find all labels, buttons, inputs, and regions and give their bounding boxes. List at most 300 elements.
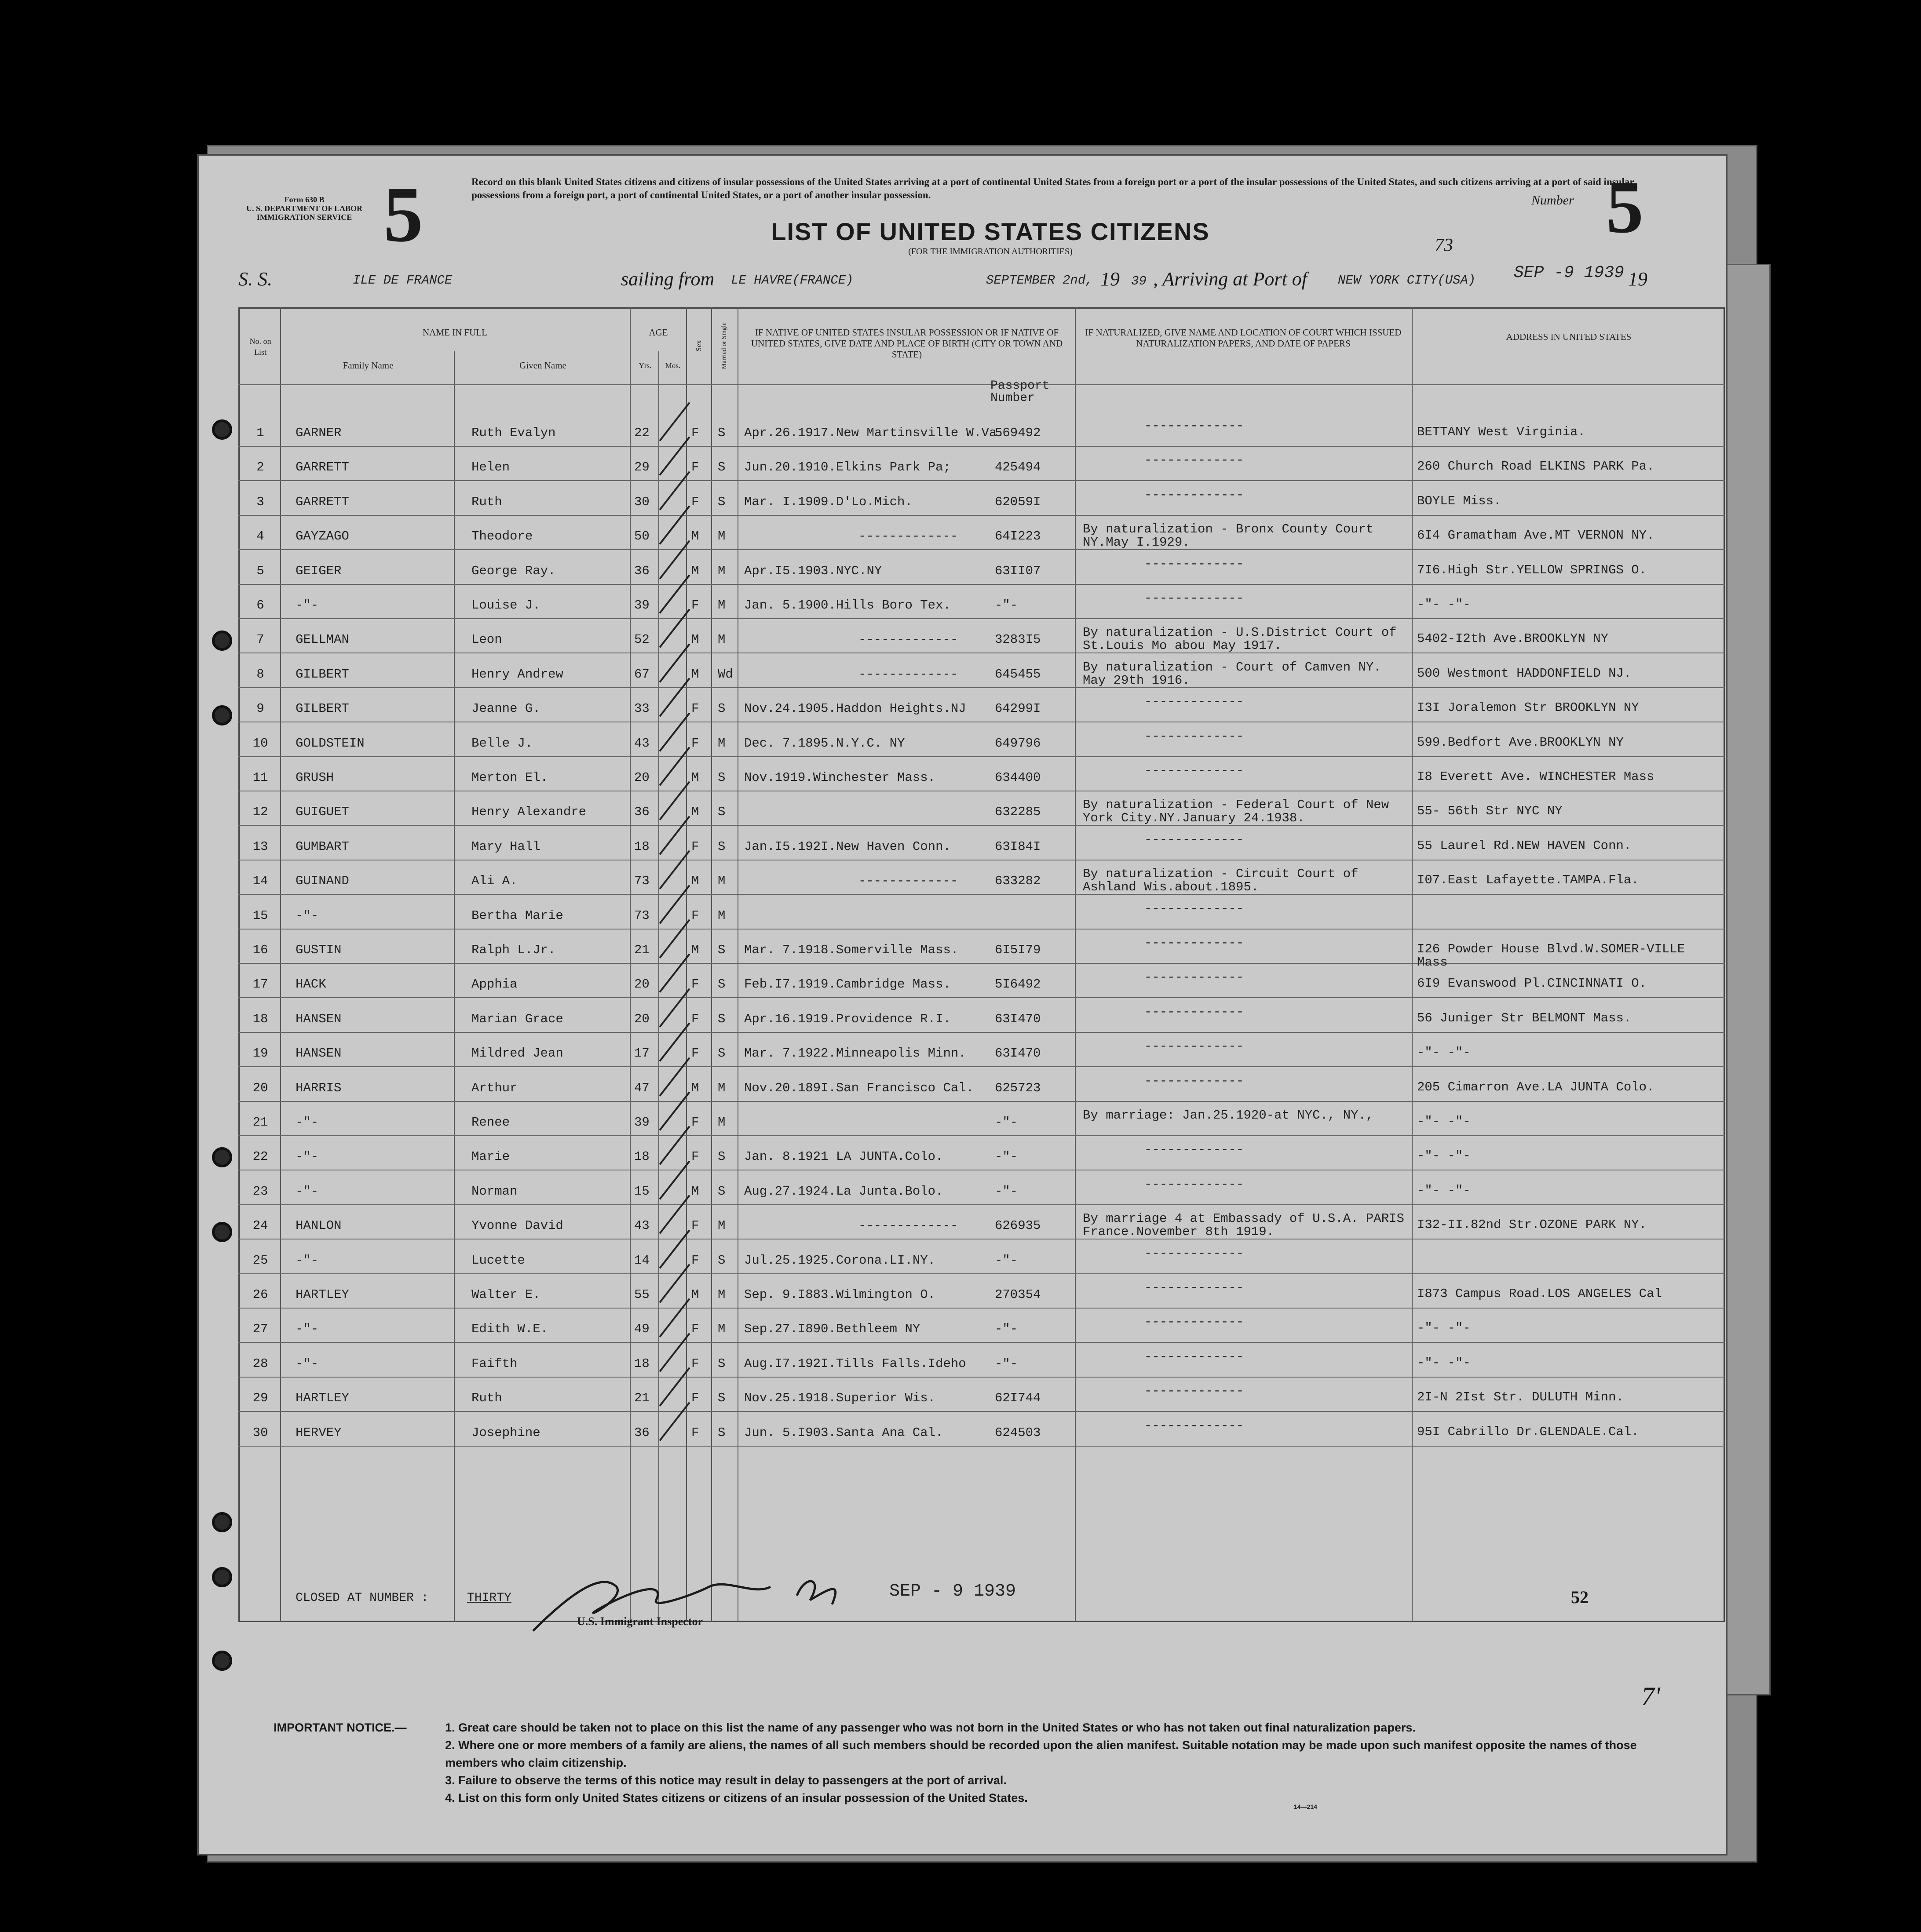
naturalization: ------------- <box>1144 901 1244 916</box>
sex: F <box>691 701 699 716</box>
family-name: GELLMAN <box>296 632 349 647</box>
punch-hole <box>212 1512 232 1532</box>
naturalization: ------------- <box>1144 419 1244 433</box>
naturalization: ------------- <box>1144 694 1244 709</box>
row-number: 10 <box>252 736 268 751</box>
table-row <box>238 1035 1725 1070</box>
marital-status: M <box>718 529 726 544</box>
family-name: GUMBART <box>296 839 349 854</box>
passport-number: 63I470 <box>995 1046 1041 1061</box>
naturalization: ------------- <box>1144 729 1244 744</box>
naturalization: ------------- <box>1144 556 1244 571</box>
family-name: HERVEY <box>296 1425 342 1440</box>
given-name: Ruth <box>471 494 502 509</box>
marital-status: S <box>718 1011 726 1026</box>
family-name: GILBERT <box>296 667 349 682</box>
given-name: Arthur <box>471 1080 518 1095</box>
row-rule <box>238 1446 1725 1447</box>
table-row <box>238 1001 1725 1035</box>
marital-status: M <box>718 1115 726 1130</box>
row-number: 26 <box>252 1287 268 1302</box>
arrival-port: NEW YORK CITY(USA) <box>1338 273 1476 288</box>
form-number: Form 630 B <box>284 195 325 204</box>
row-number: 20 <box>252 1080 268 1095</box>
given-name: Faifth <box>471 1356 518 1371</box>
family-name: GARNER <box>296 426 342 440</box>
sex: F <box>691 1253 699 1268</box>
age-years: 14 <box>634 1253 650 1268</box>
given-name: Leon <box>471 632 502 647</box>
birth-info: ------------- <box>858 667 958 682</box>
given-name: Edith W.E. <box>471 1322 548 1337</box>
age-years: 18 <box>634 1356 650 1371</box>
sex: M <box>691 874 699 889</box>
page-subtitle: (FOR THE IMMIGRATION AUTHORITIES) <box>908 247 1073 256</box>
us-address: 7I6.High Str.YELLOW SPRINGS O. <box>1417 562 1647 577</box>
number-value: 5 <box>1606 166 1643 248</box>
table-row <box>238 1208 1725 1242</box>
row-number: 11 <box>252 770 268 785</box>
given-name: Helen <box>471 460 510 475</box>
us-address: -"- -"- <box>1417 1355 1471 1370</box>
family-name: HACK <box>296 977 326 992</box>
given-name: Marie <box>471 1149 510 1164</box>
birth-info: Nov.1919.Winchester Mass. <box>744 770 936 785</box>
given-name: Ralph L.Jr. <box>471 943 556 957</box>
table-row <box>238 760 1725 794</box>
row-rule <box>238 929 1725 930</box>
sex: M <box>691 805 699 820</box>
given-name: Theodore <box>471 529 533 544</box>
age-years: 30 <box>634 494 650 509</box>
given-name: Yvonne David <box>471 1218 563 1233</box>
us-address: -"- -"- <box>1417 597 1471 612</box>
naturalization: ------------- <box>1144 487 1244 502</box>
notice-item: 3. Failure to observe the terms of this notice may result in delay to passengers at the port of arrival. <box>445 1774 1007 1787</box>
birth-info: ------------- <box>858 632 958 647</box>
age-years: 47 <box>634 1080 650 1095</box>
age-years: 43 <box>634 736 650 751</box>
us-address: I07.East Lafayette.TAMPA.Fla. <box>1417 873 1639 888</box>
us-address: -"- -"- <box>1417 1148 1471 1163</box>
sex: F <box>691 1322 699 1337</box>
naturalization: ------------- <box>1144 936 1244 950</box>
marital-status: S <box>718 805 726 820</box>
birth-info: Nov.25.1918.Superior Wis. <box>744 1391 936 1406</box>
passport-number: 63I470 <box>995 1011 1041 1026</box>
given-name: Ruth Evalyn <box>471 426 556 440</box>
passport-number: 5I6492 <box>995 977 1041 992</box>
sex: M <box>691 1080 699 1095</box>
row-number: 7 <box>256 632 264 647</box>
table-row <box>238 484 1725 518</box>
us-address: 56 Juniger Str BELMONT Mass. <box>1417 1010 1632 1025</box>
naturalization: By marriage 4 at Embassady of U.S.A. PARIS France.November 8th 1919. <box>1083 1211 1404 1239</box>
marital-status: M <box>718 1218 726 1233</box>
family-name: -"- <box>296 1253 319 1268</box>
given-name: Bertha Marie <box>471 908 563 923</box>
marital-status: S <box>718 1046 726 1061</box>
page-number: 52 <box>1571 1587 1589 1607</box>
birth-info: ------------- <box>858 1218 958 1233</box>
table-row <box>238 1174 1725 1208</box>
us-address: 55- 56th Str NYC NY <box>1417 804 1563 819</box>
us-address: 55 Laurel Rd.NEW HAVEN Conn. <box>1417 838 1632 853</box>
header-naturalized: IF NATURALIZED, GIVE NAME AND LOCATION OF COURT WHICH ISSUED NATURALIZATION PAPERS, AND DATE OF PAPERS <box>1085 327 1402 349</box>
naturalization: ------------- <box>1144 1280 1244 1295</box>
family-name: GARRETT <box>296 494 349 509</box>
us-address: BETTANY West Virginia. <box>1417 425 1585 439</box>
header-family-name: Family Name <box>343 360 394 371</box>
given-name: Jeanne G. <box>471 701 541 716</box>
birth-info: Apr.16.1919.Providence R.I. <box>744 1011 951 1026</box>
given-name: Norman <box>471 1184 518 1199</box>
table-row <box>238 1105 1725 1139</box>
row-rule <box>238 1273 1725 1274</box>
row-number: 21 <box>252 1115 268 1130</box>
marital-status: Wd <box>718 667 733 682</box>
passport-number: -"- <box>995 1149 1018 1164</box>
marital-status: S <box>718 839 726 854</box>
marital-status: M <box>718 908 726 923</box>
naturalization: ------------- <box>1144 1177 1244 1192</box>
naturalization: ------------- <box>1144 1004 1244 1019</box>
row-number: 2 <box>256 460 264 475</box>
notice-item: 2. Where one or more members of a family are aliens, the names of all such members should be recorded upon the alien manifest. Suitable notation may be made upon such manifest opposite the names of those members who claim citizenship. <box>445 1739 1637 1769</box>
age-years: 36 <box>634 1425 650 1440</box>
row-number: 9 <box>256 701 264 716</box>
family-name: HARTLEY <box>296 1287 349 1302</box>
header-address: ADDRESS IN UNITED STATES <box>1506 332 1632 342</box>
header-years: Yrs. <box>639 361 652 370</box>
age-years: 20 <box>634 977 650 992</box>
manifest-sheet <box>197 154 1727 1855</box>
header-bottom-rule <box>238 384 1725 385</box>
age-years: 73 <box>634 908 650 923</box>
row-rule <box>238 894 1725 895</box>
us-address: 95I Cabrillo Dr.GLENDALE.Cal. <box>1417 1424 1639 1439</box>
given-name: Belle J. <box>471 736 533 751</box>
age-years: 49 <box>634 1322 650 1337</box>
voyage-line <box>238 263 1690 299</box>
sex: F <box>691 839 699 854</box>
row-number: 23 <box>252 1184 268 1199</box>
age-years: 67 <box>634 667 650 682</box>
birth-info: Sep.27.I890.Bethleem NY <box>744 1322 920 1337</box>
print-code: 14—214 <box>1294 1803 1317 1810</box>
passport-number: 625723 <box>995 1080 1041 1095</box>
sex: F <box>691 1425 699 1440</box>
given-name: George Ray. <box>471 563 556 578</box>
header-passport-number: Passport Number <box>990 379 1050 405</box>
row-number: 14 <box>252 874 268 889</box>
punch-hole <box>212 1147 232 1167</box>
passport-number: 62059I <box>995 494 1041 509</box>
header-given-name: Given Name <box>519 360 566 371</box>
given-name: Ruth <box>471 1391 502 1406</box>
family-name: GRUSH <box>296 770 334 785</box>
naturalization: ------------- <box>1144 1349 1244 1364</box>
sex: F <box>691 460 699 475</box>
marital-status: S <box>718 1356 726 1371</box>
row-number: 22 <box>252 1149 268 1164</box>
naturalization: ------------- <box>1144 1039 1244 1054</box>
table-row <box>238 932 1725 970</box>
age-years: 21 <box>634 1391 650 1406</box>
service-label: IMMIGRATION SERVICE <box>256 213 352 222</box>
row-number: 12 <box>252 805 268 820</box>
family-name: GEIGER <box>296 563 342 578</box>
family-name: HANLON <box>296 1218 342 1233</box>
punch-hole <box>212 1567 232 1587</box>
age-years: 29 <box>634 460 650 475</box>
naturalization: ------------- <box>1144 970 1244 985</box>
row-rule <box>238 1377 1725 1378</box>
sex: F <box>691 1391 699 1406</box>
header-name-in-full: NAME IN FULL <box>423 327 487 338</box>
age-years: 18 <box>634 839 650 854</box>
marital-status: S <box>718 494 726 509</box>
family-name: GUINAND <box>296 874 349 889</box>
age-years: 17 <box>634 1046 650 1061</box>
given-name: Louise J. <box>471 598 541 612</box>
age-years: 39 <box>634 598 650 612</box>
naturalization: ------------- <box>1144 1142 1244 1157</box>
age-years: 21 <box>634 943 650 957</box>
age-years: 55 <box>634 1287 650 1302</box>
row-rule <box>238 446 1725 447</box>
row-rule <box>238 1066 1725 1067</box>
sex: F <box>691 1218 699 1233</box>
naturalization: ------------- <box>1144 832 1244 847</box>
year-suffix: 19 <box>1628 268 1647 290</box>
us-address: 260 Church Road ELKINS PARK Pa. <box>1417 459 1654 474</box>
passport-number: -"- <box>995 1184 1018 1199</box>
marital-status: S <box>718 460 726 475</box>
family-name: GARRETT <box>296 460 349 475</box>
list-digit: 5 <box>383 171 423 258</box>
row-number: 8 <box>256 667 264 682</box>
us-address: I3I Joralemon Str BROOKLYN NY <box>1417 700 1639 715</box>
us-address: I32-II.82nd Str.OZONE PARK NY. <box>1417 1218 1647 1232</box>
birth-info: ------------- <box>858 529 958 544</box>
given-name: Renee <box>471 1115 510 1130</box>
header-months: Mos. <box>665 361 681 370</box>
sex: M <box>691 1287 699 1302</box>
naturalization: ------------- <box>1144 1315 1244 1330</box>
naturalization: ------------- <box>1144 591 1244 605</box>
sailing-date: SEPTEMBER 2nd, <box>986 273 1093 288</box>
us-address: 500 Westmont HADDONFIELD NJ. <box>1417 666 1632 681</box>
department-label: U. S. DEPARTMENT OF LABOR <box>246 204 363 213</box>
age-years: 20 <box>634 1011 650 1026</box>
notice-heading: IMPORTANT NOTICE.— <box>274 1721 407 1734</box>
us-address: 5402-I2th Ave.BROOKLYN NY <box>1417 631 1609 646</box>
family-name: -"- <box>296 1322 319 1337</box>
row-number: 17 <box>252 977 268 992</box>
us-address: 599.Bedfort Ave.BROOKLYN NY <box>1417 735 1624 750</box>
table-row <box>238 1346 1725 1380</box>
us-address: BOYLE Miss. <box>1417 493 1501 508</box>
passport-number: -"- <box>995 598 1018 612</box>
age-years: 43 <box>634 1218 650 1233</box>
row-rule <box>238 997 1725 998</box>
family-name: HANSEN <box>296 1046 342 1061</box>
birth-info: Mar. 7.1918.Somerville Mass. <box>744 943 959 957</box>
arrival-stamp: SEP -9 1939 <box>1514 263 1624 282</box>
table-row <box>238 1070 1725 1105</box>
marital-status: M <box>718 1322 726 1337</box>
passport-number: -"- <box>995 1356 1018 1371</box>
birth-info: Jan. 5.1900.Hills Boro Tex. <box>744 598 951 612</box>
age-years: 18 <box>634 1149 650 1164</box>
us-address: -"- -"- <box>1417 1183 1471 1198</box>
passport-number: 645455 <box>995 667 1041 682</box>
header-no-on-list: No. on List <box>249 337 271 357</box>
ship-name: ILE DE FRANCE <box>353 273 453 288</box>
family-name: -"- <box>296 1356 319 1371</box>
page-title: LIST OF UNITED STATES CITIZENS <box>771 218 1210 245</box>
naturalization: By naturalization - Court of Camven NY. May 29th 1916. <box>1083 660 1381 688</box>
row-number: 6 <box>256 598 264 612</box>
naturalization: ------------- <box>1144 453 1244 468</box>
table-row <box>238 656 1725 691</box>
age-years: 36 <box>634 805 650 820</box>
given-name: Henry Alexandre <box>471 805 587 820</box>
punch-hole <box>212 1651 232 1671</box>
birth-info: Jun.20.1910.Elkins Park Pa; <box>744 460 951 475</box>
marital-status: S <box>718 1184 726 1199</box>
age-years: 33 <box>634 701 650 716</box>
naturalization: By naturalization - Bronx County Court NY.May I.1929. <box>1083 522 1374 550</box>
row-number: 5 <box>256 563 264 578</box>
notice-item: 1. Great care should be taken not to place on this list the name of any passenger who was not born in the United States or who has not taken out final naturalization papers. <box>445 1721 1416 1734</box>
family-name: GAYZAGO <box>296 529 349 544</box>
closed-at-value: THIRTY <box>467 1591 511 1605</box>
row-number: 16 <box>252 943 268 957</box>
marital-status: M <box>718 632 726 647</box>
row-rule <box>238 1204 1725 1205</box>
inspector-label: U.S. Immigrant Inspector <box>577 1615 703 1628</box>
row-rule <box>238 618 1725 619</box>
sex: F <box>691 598 699 612</box>
number-label: Number <box>1531 193 1574 208</box>
sailing-label: sailing from <box>621 268 715 290</box>
inspector-signature <box>524 1569 920 1640</box>
sailing-from: LE HAVRE(FRANCE) <box>731 273 854 288</box>
table-row <box>238 449 1725 484</box>
table-row <box>238 587 1725 622</box>
row-rule <box>238 825 1725 826</box>
passport-number: 624503 <box>995 1425 1041 1440</box>
age-years: 73 <box>634 874 650 889</box>
age-years: 50 <box>634 529 650 544</box>
table-row <box>238 518 1725 553</box>
sex: F <box>691 1115 699 1130</box>
passport-number: 64299I <box>995 701 1041 716</box>
sex: M <box>691 563 699 578</box>
us-address: -"- -"- <box>1417 1045 1471 1060</box>
us-address: I26 Powder House Blvd.W.SOMER-VILLE Mass <box>1417 942 1685 970</box>
margin-mark: 7' <box>1641 1682 1660 1711</box>
punch-hole <box>212 705 232 725</box>
us-address: I8 Everett Ave. WINCHESTER Mass <box>1417 769 1654 784</box>
sex: F <box>691 977 699 992</box>
table-row <box>238 1415 1725 1449</box>
given-name: Mary Hall <box>471 839 541 854</box>
sex: F <box>691 1356 699 1371</box>
row-number: 29 <box>252 1391 268 1406</box>
notice-item: 4. List on this form only United States citizens or citizens of an insular possession of the United States. <box>445 1791 1028 1804</box>
row-rule <box>238 480 1725 481</box>
passport-number: 626935 <box>995 1218 1041 1233</box>
given-name: Marian Grace <box>471 1011 563 1026</box>
given-name: Lucette <box>471 1253 525 1268</box>
passport-number: 569492 <box>995 426 1041 440</box>
sex: F <box>691 426 699 440</box>
row-number: 3 <box>256 494 264 509</box>
notice-list <box>445 1719 1690 1807</box>
age-years: 22 <box>634 426 650 440</box>
birth-info: ------------- <box>858 874 958 889</box>
year-prefix: 19 <box>1100 268 1120 290</box>
marital-status: S <box>718 770 726 785</box>
us-address: -"- -"- <box>1417 1321 1471 1336</box>
table-row <box>238 725 1725 760</box>
punch-hole <box>212 1222 232 1242</box>
naturalization: By naturalization - U.S.District Court of St.Louis Mo abou May 1917. <box>1083 625 1397 653</box>
marital-status: S <box>718 426 726 440</box>
birth-info: Apr.26.1917.New Martinsville W.Va. <box>744 426 1004 440</box>
birth-info: Sep. 9.I883.Wilmington O. <box>744 1287 936 1302</box>
birth-info: Nov.24.1905.Haddon Heights.NJ <box>744 701 966 716</box>
table-row <box>238 1380 1725 1414</box>
marital-status: S <box>718 977 726 992</box>
naturalization: By naturalization - Circuit Court of Ashland Wis.about.1895. <box>1083 867 1359 895</box>
table-row <box>238 1277 1725 1311</box>
row-rule <box>238 1032 1725 1033</box>
marital-status: S <box>718 701 726 716</box>
birth-info: Nov.20.189I.San Francisco Cal. <box>744 1080 974 1095</box>
row-number: 19 <box>252 1046 268 1061</box>
row-rule <box>238 756 1725 757</box>
table-row <box>238 415 1725 449</box>
birth-info: Mar. 7.1922.Minneapolis Minn. <box>744 1046 966 1061</box>
table-row <box>238 966 1725 1001</box>
age-years: 36 <box>634 563 650 578</box>
passport-number: -"- <box>995 1322 1018 1337</box>
row-rule <box>238 515 1725 516</box>
passport-number: -"- <box>995 1253 1018 1268</box>
row-rule <box>238 1308 1725 1309</box>
punch-hole <box>212 419 232 440</box>
row-rule <box>238 549 1725 550</box>
birth-info: Aug.27.1924.La Junta.Bolo. <box>744 1184 943 1199</box>
birth-info: Feb.I7.1919.Cambridge Mass. <box>744 977 951 992</box>
sex: F <box>691 736 699 751</box>
given-name: Henry Andrew <box>471 667 563 682</box>
sex: M <box>691 632 699 647</box>
table-row <box>238 1243 1725 1277</box>
row-rule <box>238 1411 1725 1412</box>
given-name: Josephine <box>471 1425 541 1440</box>
given-name: Apphia <box>471 977 518 992</box>
family-name: GUSTIN <box>296 943 342 957</box>
age-years: 39 <box>634 1115 650 1130</box>
table-row <box>238 553 1725 587</box>
arriving-label: , Arriving at Port of <box>1153 268 1307 290</box>
sex: F <box>691 1011 699 1026</box>
